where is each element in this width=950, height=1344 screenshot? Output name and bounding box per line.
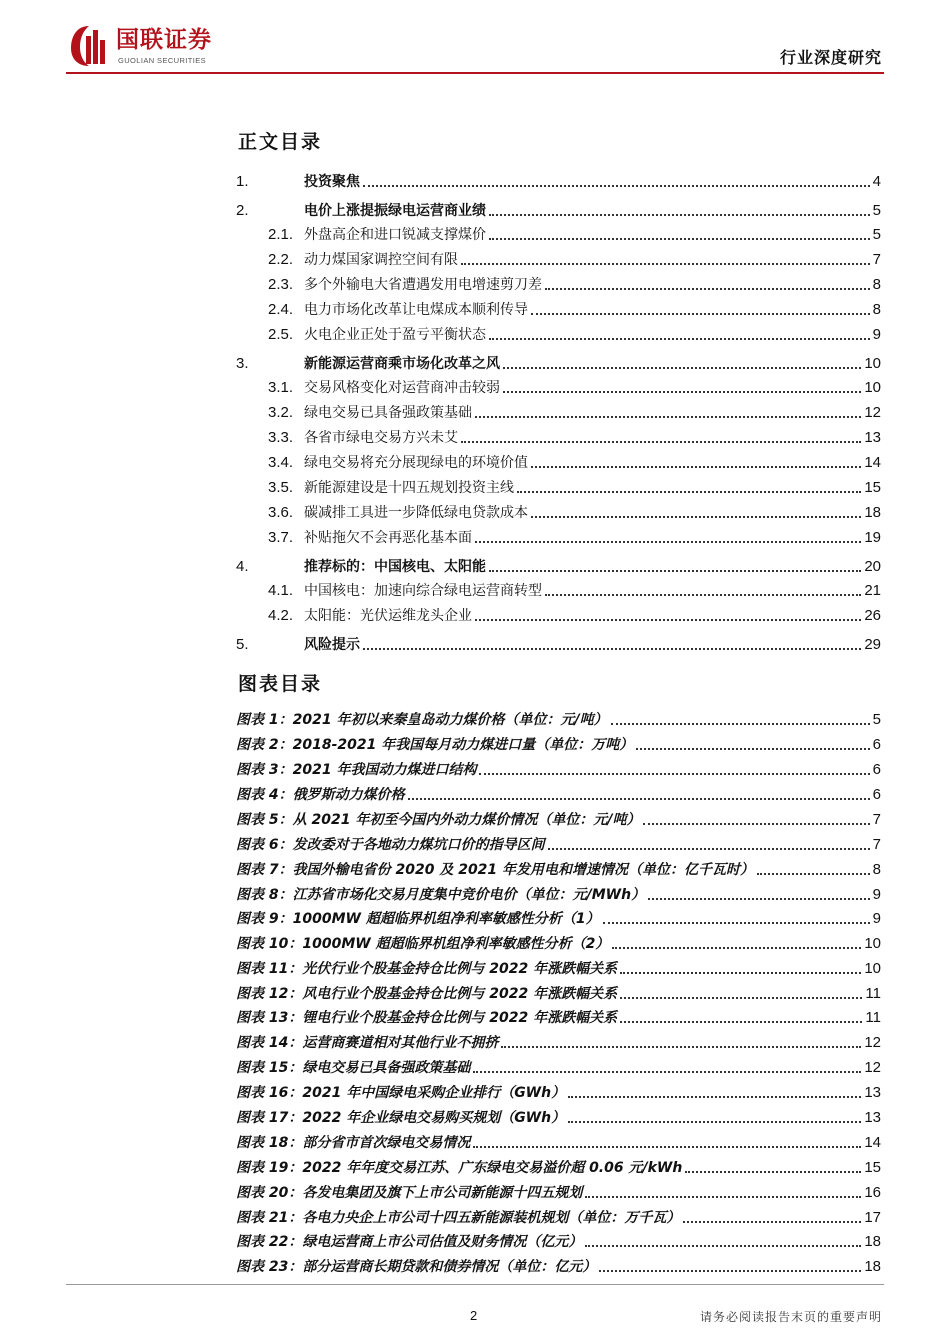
figure-entry-text: 图表 23：部分运营商长期贷款和债券情况（单位：亿元）	[236, 1259, 597, 1275]
toc-entry-text: 投资聚焦	[304, 174, 360, 190]
figure-entry-text: 图表 7：我国外输电省份 2020 及 2021 年发用电和增速情况（单位：亿千瓦时）	[236, 862, 755, 878]
toc-entry-number: 2.1.	[268, 226, 294, 243]
leader-dots	[545, 594, 861, 596]
toc-entry[interactable]	[236, 376, 881, 396]
figure-entry-text: 图表 16：2021 年中国绿电采购企业排行（GWh）	[236, 1085, 566, 1101]
toc-entry-number: 2.	[236, 202, 249, 219]
toc-entry[interactable]	[236, 604, 881, 624]
leader-dots	[612, 947, 861, 949]
figure-entry-page: 13	[864, 1109, 881, 1126]
toc-entry-number: 2.4.	[268, 301, 294, 318]
toc-entry-text: 碳减排工具进一步降低绿电贷款成本	[304, 505, 528, 521]
toc-entry-number: 3.4.	[268, 454, 294, 471]
figure-entry-page: 6	[872, 786, 881, 803]
toc-entry-number: 3.	[236, 355, 249, 372]
figure-entry-text: 图表 14：运营商赛道相对其他行业不拥挤	[236, 1035, 499, 1051]
toc-entry[interactable]	[236, 273, 881, 293]
figure-entry-page: 10	[864, 960, 881, 977]
toc-entry-page: 19	[864, 529, 881, 546]
toc-entry-number: 2.3.	[268, 276, 294, 293]
figure-entry[interactable]	[236, 883, 881, 903]
figure-entry-page: 12	[864, 1059, 881, 1076]
figure-entry[interactable]	[236, 1131, 881, 1151]
figure-entry-page: 8	[872, 861, 881, 878]
figure-entry[interactable]	[236, 1156, 881, 1176]
leader-dots	[599, 1270, 861, 1272]
leader-dots	[603, 922, 870, 924]
figure-entry[interactable]	[236, 858, 881, 878]
brand-name-cn: 国联证券	[116, 27, 212, 53]
toc-entry-number: 3.3.	[268, 429, 294, 446]
toc-entry-text: 交易风格变化对运营商冲击较弱	[304, 380, 500, 396]
toc-entry-page: 10	[864, 379, 881, 396]
leader-dots	[475, 619, 861, 621]
figures-title: 图表目录	[238, 673, 323, 695]
leader-dots	[475, 416, 861, 418]
toc-entry-number: 3.7.	[268, 529, 294, 546]
toc-entry-number: 3.1.	[268, 379, 294, 396]
figure-entry[interactable]	[236, 1230, 881, 1250]
toc-entry-text: 动力煤国家调控空间有限	[304, 252, 458, 268]
toc-entry-text: 推荐标的：中国核电、太阳能	[304, 559, 486, 575]
brand-name-en: GUOLIAN SECURITIES	[118, 56, 207, 65]
toc-entry-text: 补贴拖欠不会再恶化基本面	[304, 530, 472, 546]
figure-entry-page: 6	[872, 736, 881, 753]
figure-entry[interactable]	[236, 932, 881, 952]
figure-entry-page: 12	[864, 1034, 881, 1051]
figure-entry-page: 18	[864, 1233, 881, 1250]
toc-entry-page: 5	[872, 226, 881, 243]
leader-dots	[568, 1096, 861, 1098]
leader-dots	[636, 748, 869, 750]
figure-entry-text: 图表 15：绿电交易已具备强政策基础	[236, 1060, 471, 1076]
figure-entry[interactable]	[236, 708, 881, 728]
figure-entry-text: 图表 20：各发电集团及旗下上市公司新能源十四五规划	[236, 1185, 583, 1201]
figure-entry-page: 9	[872, 910, 881, 927]
figure-entry-text: 图表 5：从 2021 年初至今国内外动力煤价情况（单位：元/吨）	[236, 812, 641, 828]
toc-entry-text: 外盘高企和进口锐减支撑煤价	[304, 227, 486, 243]
leader-dots	[501, 1046, 861, 1048]
toc-entry-number: 3.2.	[268, 404, 294, 421]
figure-entry-page: 10	[864, 935, 881, 952]
toc-entry-text: 新能源运营商乘市场化改革之风	[304, 356, 500, 372]
figure-entry-text: 图表 8：江苏省市场化交易月度集中竞价电价（单位：元/MWh）	[236, 887, 646, 903]
toc-entry-page: 14	[864, 454, 881, 471]
toc-entry-page: 8	[872, 276, 881, 293]
toc-title: 正文目录	[238, 131, 323, 153]
leader-dots	[585, 1196, 861, 1198]
figure-entry-page: 7	[872, 836, 881, 853]
toc-entry-number: 2.5.	[268, 326, 294, 343]
figure-entry-page: 9	[872, 886, 881, 903]
figure-entry[interactable]	[236, 1206, 881, 1226]
header-divider	[66, 72, 884, 74]
leader-dots	[473, 1146, 861, 1148]
figure-entry[interactable]	[236, 783, 881, 803]
page-number: 2	[470, 1308, 478, 1323]
leader-dots	[363, 648, 861, 650]
leader-dots	[545, 288, 870, 290]
figure-entry[interactable]	[236, 957, 881, 977]
toc-entry[interactable]	[236, 323, 881, 343]
toc-entry-page: 7	[872, 251, 881, 268]
leader-dots	[489, 238, 870, 240]
toc-entry-page: 12	[864, 404, 881, 421]
figure-entry-text: 图表 6：发改委对于各地动力煤坑口价的指导区间	[236, 837, 545, 853]
report-type: 行业深度研究	[779, 48, 882, 67]
leader-dots	[489, 570, 861, 572]
leader-dots	[757, 873, 870, 875]
leader-dots	[461, 263, 870, 265]
toc-entry-text: 各省市绿电交易方兴未艾	[304, 430, 458, 446]
figure-entry-text: 图表 1：2021 年初以来秦皇岛动力煤价格（单位：元/吨）	[236, 712, 608, 728]
figure-entry[interactable]	[236, 1181, 881, 1201]
toc-entry-number: 4.	[236, 558, 249, 575]
leader-dots	[503, 391, 861, 393]
figure-entry[interactable]	[236, 1081, 881, 1101]
guolian-logo-icon	[69, 24, 109, 68]
figure-entry-text: 图表 13：锂电行业个股基金持仓比例与 2022 年涨跌幅关系	[236, 1010, 618, 1026]
figure-entry[interactable]	[236, 733, 881, 753]
toc-entry-number: 2.2.	[268, 251, 294, 268]
toc-entry[interactable]	[236, 426, 881, 446]
toc-entry-page: 29	[864, 636, 881, 653]
leader-dots	[461, 441, 861, 443]
figure-entry-page: 11	[865, 1009, 881, 1026]
figure-entry[interactable]	[236, 1056, 881, 1076]
leader-dots	[531, 313, 870, 315]
figure-entry-page: 11	[865, 985, 881, 1002]
toc-entry[interactable]	[236, 476, 881, 496]
figure-entry-text: 图表 18：部分省市首次绿电交易情况	[236, 1135, 471, 1151]
toc-entry[interactable]	[236, 633, 881, 653]
figure-entry-text: 图表 12：风电行业个股基金持仓比例与 2022 年涨跌幅关系	[236, 986, 618, 1002]
leader-dots	[517, 491, 861, 493]
figure-entry[interactable]	[236, 1031, 881, 1051]
page-header	[0, 0, 950, 76]
toc-entry-page: 4	[872, 173, 881, 190]
toc-entry-text: 中国核电：加速向综合绿电运营商转型	[304, 583, 542, 599]
footer-disclaimer: 请务必阅读报告末页的重要声明	[699, 1310, 882, 1324]
toc-entry-text: 绿电交易已具备强政策基础	[304, 405, 472, 421]
figure-entry-page: 7	[872, 811, 881, 828]
toc-entry-page: 21	[864, 582, 881, 599]
toc-entry[interactable]	[236, 526, 881, 546]
figure-entry[interactable]	[236, 1006, 881, 1026]
figure-entry-page: 17	[864, 1209, 881, 1226]
toc-entry[interactable]	[236, 248, 881, 268]
figure-entry[interactable]	[236, 1106, 881, 1126]
leader-dots	[363, 185, 870, 187]
figure-entry[interactable]	[236, 1255, 881, 1275]
leader-dots	[408, 798, 870, 800]
figure-entry[interactable]	[236, 758, 881, 778]
figure-entry-page: 18	[864, 1258, 881, 1275]
toc-entry-number: 4.2.	[268, 607, 294, 624]
toc-entry-number: 1.	[236, 173, 249, 190]
toc-entry-text: 电力市场化改革让电煤成本顺利传导	[304, 302, 528, 318]
toc-entry-page: 26	[864, 607, 881, 624]
figure-entry-page: 13	[864, 1084, 881, 1101]
figure-entry-text: 图表 11：光伏行业个股基金持仓比例与 2022 年涨跌幅关系	[236, 961, 618, 977]
toc-entry-number: 4.1.	[268, 582, 294, 599]
toc-entry[interactable]	[236, 199, 881, 219]
toc-entry-page: 18	[864, 504, 881, 521]
leader-dots	[473, 1071, 861, 1073]
toc-entry-text: 电价上涨提振绿电运营商业绩	[304, 203, 486, 219]
leader-dots	[531, 466, 861, 468]
toc-entry[interactable]	[236, 451, 881, 471]
toc-entry-text: 太阳能：光伏运维龙头企业	[304, 608, 472, 624]
toc-entry[interactable]	[236, 223, 881, 243]
figure-entry[interactable]	[236, 808, 881, 828]
leader-dots	[643, 823, 869, 825]
toc-entry-text: 多个外输电大省遭遇发用电增速剪刀差	[304, 277, 542, 293]
toc-entry-page: 9	[872, 326, 881, 343]
toc-entry[interactable]	[236, 352, 881, 372]
toc-entry-number: 5.	[236, 636, 249, 653]
figure-entry-page: 5	[872, 711, 881, 728]
figure-entry-page: 15	[864, 1159, 881, 1176]
toc-entry-page: 8	[872, 301, 881, 318]
leader-dots	[620, 1021, 862, 1023]
leader-dots	[585, 1245, 861, 1247]
figure-entry[interactable]	[236, 833, 881, 853]
leader-dots	[683, 1221, 861, 1223]
toc-entry-page: 20	[864, 558, 881, 575]
toc-entry-page: 13	[864, 429, 881, 446]
footer-divider	[66, 1284, 884, 1285]
leader-dots	[489, 338, 870, 340]
toc-entry[interactable]	[236, 170, 881, 190]
toc-entry-page: 15	[864, 479, 881, 496]
leader-dots	[620, 972, 861, 974]
leader-dots	[620, 997, 862, 999]
figure-entry-text: 图表 19：2022 年年度交易江苏、广东绿电交易溢价超 0.06 元/kWh	[236, 1160, 683, 1176]
toc-entry-text: 新能源建设是十四五规划投资主线	[304, 480, 514, 496]
toc-entry-page: 5	[872, 202, 881, 219]
toc-entry[interactable]	[236, 579, 881, 599]
leader-dots	[648, 898, 870, 900]
toc-entry[interactable]	[236, 401, 881, 421]
toc-entry[interactable]	[236, 298, 881, 318]
figure-entry-page: 14	[864, 1134, 881, 1151]
figure-entry-text: 图表 21：各电力央企上市公司十四五新能源装机规划（单位：万千瓦）	[236, 1210, 681, 1226]
figure-entry[interactable]	[236, 982, 881, 1002]
toc-entry-page: 10	[864, 355, 881, 372]
figure-entry-text: 图表 3：2021 年我国动力煤进口结构	[236, 762, 477, 778]
toc-entry-number: 3.5.	[268, 479, 294, 496]
figure-entry-text: 图表 17：2022 年企业绿电交易购买规划（GWh）	[236, 1110, 566, 1126]
figure-entry-page: 16	[864, 1184, 881, 1201]
leader-dots	[475, 541, 861, 543]
toc-entry-number: 3.6.	[268, 504, 294, 521]
leader-dots	[568, 1121, 861, 1123]
leader-dots	[548, 848, 870, 850]
toc-entry-text: 绿电交易将充分展现绿电的环境价值	[304, 455, 528, 471]
figure-entry-text: 图表 10：1000MW 超超临界机组净利率敏感性分析（2）	[236, 936, 610, 952]
figure-entry-text: 图表 22：绿电运营商上市公司估值及财务情况（亿元）	[236, 1234, 583, 1250]
leader-dots	[685, 1171, 861, 1173]
leader-dots	[479, 773, 869, 775]
toc-entry-text: 火电企业正处于盈亏平衡状态	[304, 327, 486, 343]
figure-entry-text: 图表 4：俄罗斯动力煤价格	[236, 787, 405, 803]
leader-dots	[611, 723, 870, 725]
figure-entry-text: 图表 9：1000MW 超超临界机组净利率敏感性分析（1）	[236, 911, 600, 927]
figure-entry-page: 6	[872, 761, 881, 778]
figure-entry[interactable]	[236, 907, 881, 927]
leader-dots	[531, 516, 861, 518]
leader-dots	[489, 214, 870, 216]
figure-entry-text: 图表 2：2018-2021 年我国每月动力煤进口量（单位：万吨）	[236, 737, 634, 753]
toc-entry-text: 风险提示	[304, 637, 360, 653]
toc-entry[interactable]	[236, 555, 881, 575]
leader-dots	[503, 367, 861, 369]
toc-entry[interactable]	[236, 501, 881, 521]
